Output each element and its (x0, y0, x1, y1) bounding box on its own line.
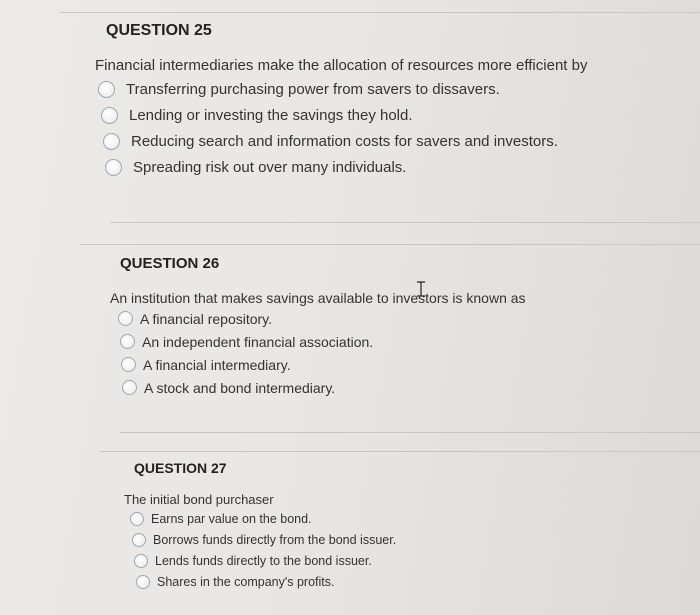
answer-option[interactable] (105, 154, 587, 180)
answer-options (118, 307, 526, 399)
option-label: Spreading risk out over many individuals. (133, 158, 407, 176)
option-label: Transferring purchasing power from savers to dissavers. (126, 80, 500, 98)
text-cursor-icon (416, 281, 426, 297)
option-label: Borrows funds directly from the bond issuer. (153, 532, 397, 547)
answer-option[interactable] (132, 529, 396, 550)
question-divider (80, 244, 700, 245)
question-title: QUESTION 27 (134, 460, 227, 476)
answer-options (130, 508, 396, 592)
radio-button[interactable] (98, 81, 115, 98)
radio-button[interactable] (136, 575, 150, 589)
radio-button[interactable] (122, 380, 137, 395)
radio-button[interactable] (103, 133, 120, 150)
radio-button[interactable] (105, 159, 122, 176)
answer-option[interactable] (98, 76, 587, 102)
answer-option[interactable] (120, 330, 526, 353)
question-title: QUESTION 25 (106, 22, 212, 39)
question-26 (110, 255, 526, 399)
answer-option[interactable] (118, 307, 526, 330)
option-label: An independent financial association. (142, 333, 374, 350)
question-stem: An institution that makes savings available to investors is known as (110, 290, 526, 306)
radio-button[interactable] (101, 107, 118, 124)
answer-divider (110, 222, 700, 223)
option-label: Reducing search and information costs for savers and investors. (131, 132, 558, 150)
radio-button[interactable] (132, 533, 146, 547)
answer-options (98, 76, 587, 180)
radio-button[interactable] (118, 311, 133, 326)
question-27 (124, 460, 396, 592)
option-label: Lending or investing the savings they hold. (129, 106, 413, 124)
option-label: A financial repository. (140, 310, 273, 327)
option-label: A stock and bond intermediary. (144, 379, 336, 396)
answer-option[interactable] (121, 353, 526, 376)
radio-button[interactable] (120, 334, 135, 349)
question-25 (95, 22, 587, 180)
option-label: Earns par value on the bond. (151, 511, 312, 526)
answer-option[interactable] (136, 571, 396, 592)
question-title: QUESTION 26 (120, 255, 220, 272)
answer-option[interactable] (101, 102, 587, 128)
top-divider (60, 12, 700, 13)
radio-button[interactable] (130, 512, 144, 526)
option-label: Lends funds directly to the bond issuer. (155, 553, 372, 568)
answer-divider (120, 432, 700, 433)
answer-option[interactable] (122, 376, 526, 399)
option-label: A financial intermediary. (143, 356, 291, 373)
answer-option[interactable] (134, 550, 396, 571)
question-stem: Financial intermediaries make the allocation of resources more efficient by (95, 57, 588, 74)
answer-option[interactable] (130, 508, 396, 529)
question-divider (100, 451, 700, 452)
answer-option[interactable] (103, 128, 587, 154)
radio-button[interactable] (134, 554, 148, 568)
question-stem: The initial bond purchaser (124, 492, 274, 507)
option-label: Shares in the company's profits. (157, 574, 335, 589)
radio-button[interactable] (121, 357, 136, 372)
